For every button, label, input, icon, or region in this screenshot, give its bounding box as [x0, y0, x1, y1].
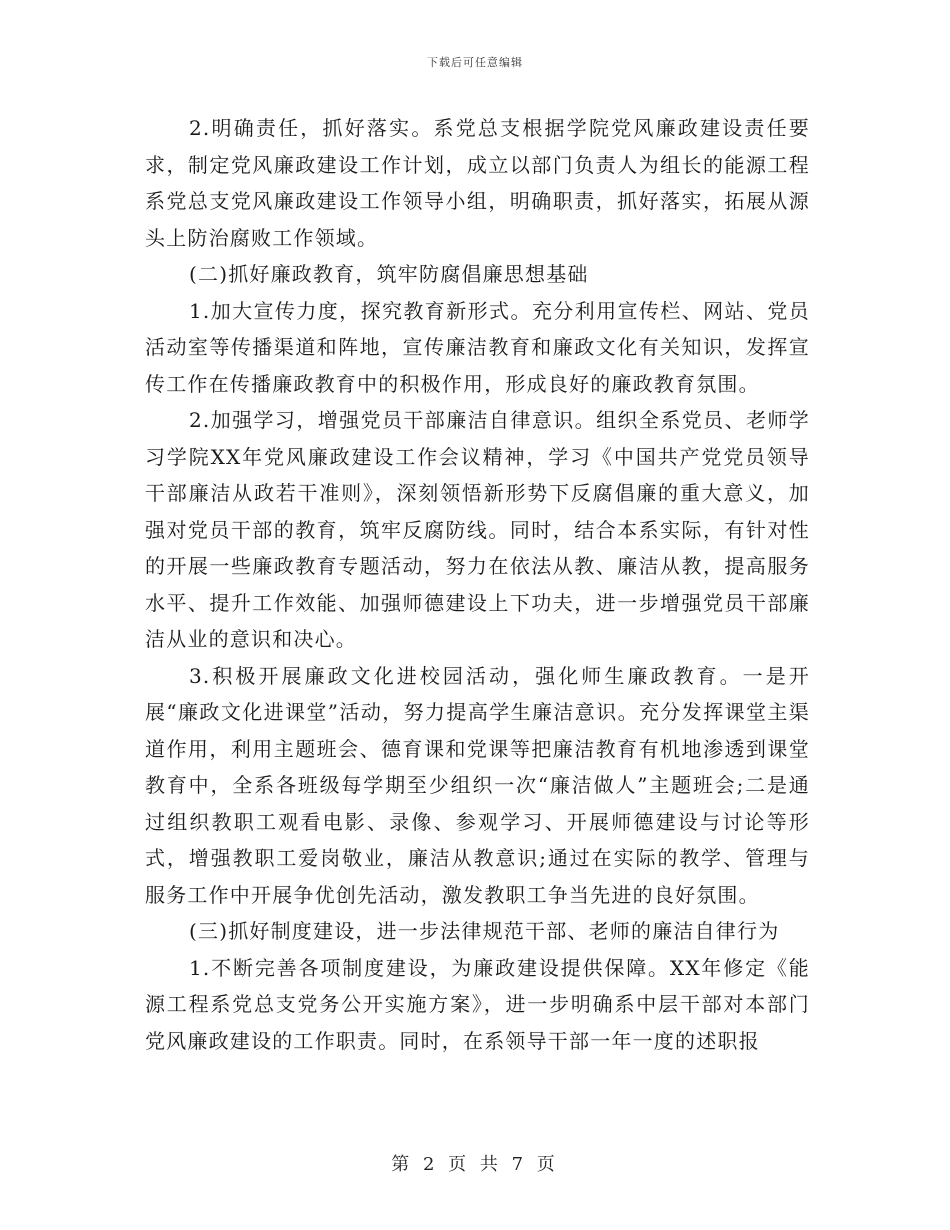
paragraph-system-building: 1.不断完善各项制度建设，为廉政建设提供保障。XX年修定《能源工程系党总支党务公开实施方案》，进一步明确系中层干部对本部门党风廉政建设的工作职责。同时，在系领导干部一年一度的述职报: [145, 955, 810, 1053]
page-header: 下载后可任意编辑: [427, 56, 523, 69]
section-heading-education: (二)抓好廉政教育，筑牢防腐倡廉思想基础: [189, 262, 589, 286]
paragraph-publicity: 1.加大宣传力度，探究教育新形式。充分利用宣传栏、网站、党员活动室等传播渠道和阵地，宣传廉洁教育和廉政文化有关知识，发挥宣传工作在传播廉政教育中的积极作用，形成良好的廉政教育氛围。: [145, 298, 810, 396]
section-heading-system: (三)抓好制度建设，进一步法律规范干部、老师的廉洁自律行为: [189, 919, 780, 943]
paragraph-campus-culture: 3.积极开展廉政文化进校园活动，强化师生廉政教育。一是开展“廉政文化进课堂”活动，努力提高学生廉洁意识。充分发挥课堂主渠道作用，利用主题班会、德育课和党课等把廉洁教育有机地渗透到课堂教育中，全系各班级每学期至少组织一次“廉洁做人”主题班会;二是通过组织教职工观看电影、录像、参观学习、开展师德建设与讨论等形式，增强教职工爱岗敬业，廉洁从教意识;通过在实际的教学、管理与服务工作中开展争优创先活动，激发教职工争当先进的良好氛围。: [145, 663, 810, 907]
document-body: [145, 110, 810, 1059]
paragraph-study: 2.加强学习，增强党员干部廉洁自律意识。组织全系党员、老师学习学院XX年党风廉政建设工作会议精神，学习《中国共产党党员领导干部廉洁从政若干准则》，深刻领悟新形势下反腐倡廉的重大意义，加强对党员干部的教育，筑牢反腐防线。同时，结合本系实际，有针对性的开展一些廉政教育专题活动，努力在依法从教、廉洁从教，提高服务水平、提升工作效能、加强师德建设上下功夫，进一步增强党员干部廉洁从业的意识和决心。: [145, 408, 810, 651]
page-number: 第 2 页 共 7 页: [391, 1154, 559, 1175]
paragraph-responsibility: 2.明确责任，抓好落实。系党总支根据学院党风廉政建设责任要求，制定党风廉政建设工作计划，成立以部门负责人为组长的能源工程系党总支党风廉政建设工作领导小组，明确职责，抓好落实，拓展从源头上防治腐败工作领域。: [145, 116, 810, 250]
